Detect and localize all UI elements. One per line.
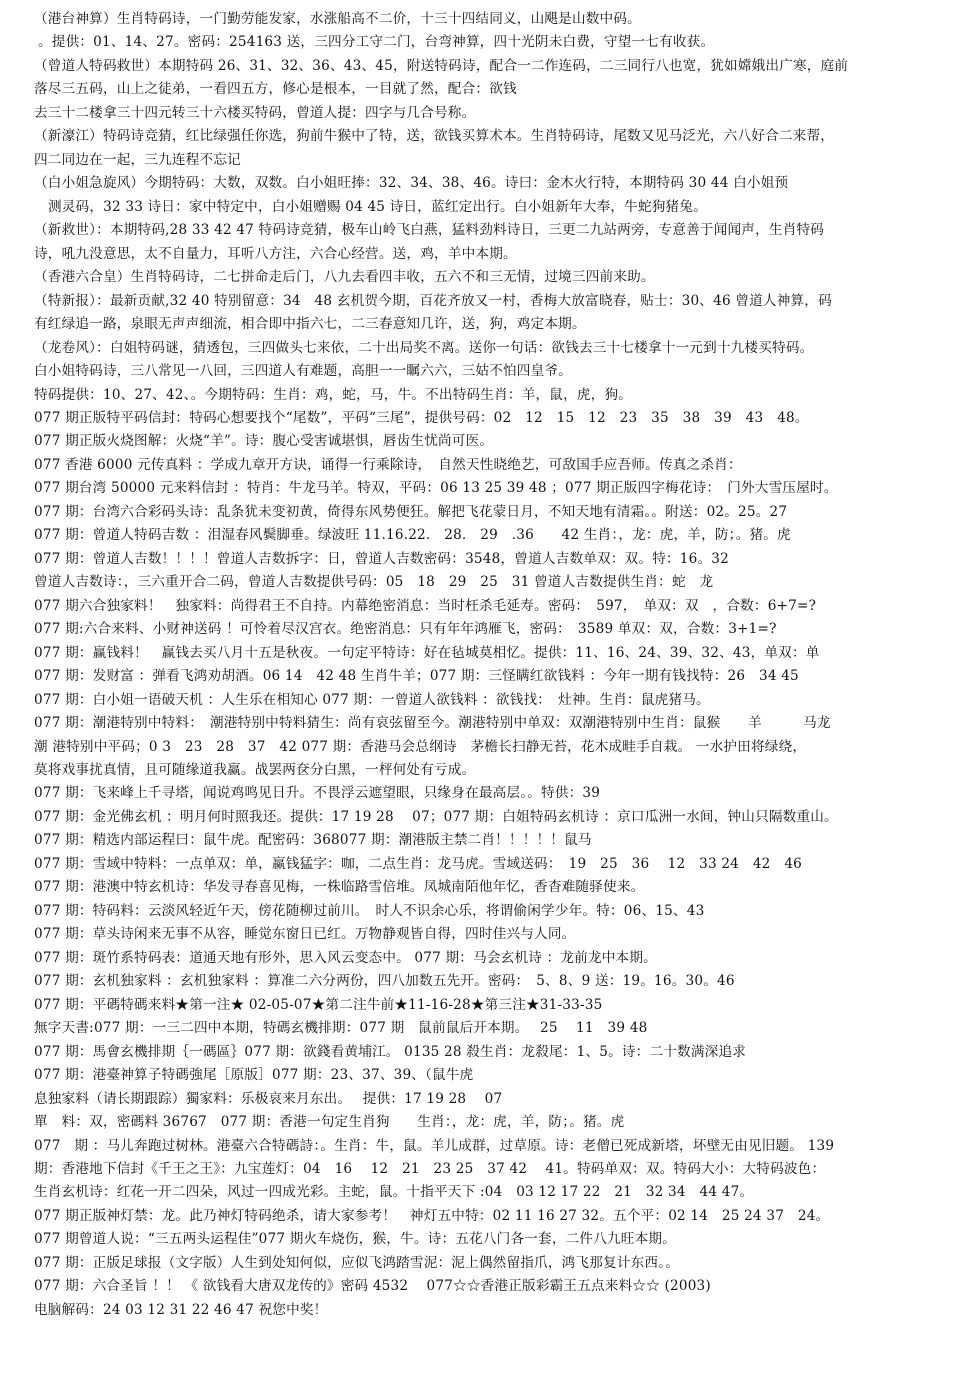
text-line-11: 诗，吼九没意思，太不自量力，耳听八方注，六合心经营。送，鸡，羊中本期。	[34, 245, 517, 262]
text-line-29: 077 期：发财富 ：弹看飞鸿劝胡酒。06 14 42 48 生肖牛羊；077 期：三怪瞒红欲钱料 ：今年一期有钱找特：26 34 45	[34, 668, 799, 685]
text-line-33: 莫将戏事扰真情，且可随缘道我赢。战罢两奁分白黑，一枰何处有亏成。	[34, 762, 476, 778]
text-line-09: 测灵码，32 33 诗日：家中特定中，白小姐赠赐 04 45 诗日，蓝红定出行。白小姐新年大奉，牛蛇狗猪兔。	[48, 198, 707, 215]
text-line-05: 去三十二楼拿三十四元转三十六楼买特码，曾道人提：四字与几合号称。	[34, 104, 476, 121]
text-line-39: 077 期：特码料：云淡风轻近午天，傍花随柳过前川。 时人不识余心乐，将谓偷闲学少年。特：06、15、43	[34, 902, 705, 919]
text-line-34: 077 期：飞来峰上千寻塔，闻说鸡鸣见日升。不畏浮云遮望眼，只缘身在最高层。。特供：39	[34, 785, 601, 802]
text-line-02: 。提供：01、14、27。密码：254163 送，三四分工守二门，台弯神算，四十光阴未白费，守望一七有收获。	[38, 34, 715, 51]
text-line-08: （白小姐急旋风）今期特码：大数，双数。白小姐旺捧：32、34、38、46。诗曰：金木火行特，本期特码 30 44 白小姐预	[34, 175, 789, 192]
text-line-56: 电脑解码：24 03 12 31 22 46 47 祝您中奖！	[34, 1301, 328, 1318]
text-line-14: 有红绿追一路，泉眼无声声细流，相合即中指六七，二三春意知几许，送，狗，鸡定本期。	[34, 316, 586, 333]
text-line-57	[34, 1322, 955, 1345]
text-line-36: 077 期：精选内部运程曰：鼠牛虎。配密码：368077 期：潮港版主禁二肖！！！！！鼠马	[34, 832, 592, 849]
text-line-25: 曾道人吉数诗：，三六重开合二码，曾道人吉数提供号码：05 18 29 25 31 曾道人吉数提供生肖：蛇 龙	[34, 574, 714, 591]
text-line-15: （龙卷风）：白姐特码谜，猜透包，三四做头七来依，二十出局奖不离。送你一句话：欲钱去三十七楼拿十一元到十九楼买特码。	[34, 339, 814, 356]
text-line-41: 077 期：斑竹系特码表：道通天地有形外，思入风云变态中。 077 期：马会玄机诗 ：龙前龙中本期。	[34, 949, 657, 966]
text-line-18: 077 期正版特平码信封：特码心想要找个“尾数”，平码“三尾”，提供号码：02 12 15 12 23 35 38 39 43 48。	[34, 409, 809, 426]
text-line-45: 077 期：馬會玄機排期｛一碼區｝077 期：欲錢看黄埔江。 0135 28 殺生肖：龙殺尾：1、5。诗：二十数满深追求	[34, 1043, 747, 1060]
text-line-49: 077 期 ：马儿奔跑过树林。港臺六合特碼詩：。生肖：牛，鼠。羊儿成群，过草原。诗：老僧已死成新塔，坏壁无由见旧题。 139	[34, 1137, 835, 1154]
text-line-04: 落尽三五码，山上之徒弟，一看四五方，修心是根本，一目就了然，配合：欲钱	[34, 81, 517, 98]
text-line-27: 077 期:六合来料、小财神送码 ！可怜着尽汉宫衣。绝密消息：只有年年鸿雁飞，密码： 3589 单双：双，合数：3+1=?	[34, 621, 777, 638]
text-line-46: 077 期：港臺神算子特碼強尾［原版］077 期：23、37、39、（鼠牛虎	[34, 1067, 474, 1084]
text-line-55: 077 期：六合圣旨 ！！ 《 欲钱看大唐双龙传的》密码 4532 077☆☆香港正版彩霸王五点来料☆☆ (2003)	[34, 1278, 711, 1295]
text-line-53: 077 期曾道人说：“三五两头运程佳”077 期火车烧伤，猴，牛。诗：五花八门各一套，二件八九旺本期。	[34, 1231, 676, 1248]
text-line-31: 077 期：潮港特别中特料： 潮港特别中特料猜生：尚有哀弦留至今。潮港特别中单双：双潮港特别中生肖：鼠猴 羊 马龙	[34, 715, 831, 732]
text-line-01: （港台神算）生肖特码诗，一门勤劳能发家，水涨船高不二价，十三十四结同义，山飓是山数中码。	[34, 11, 641, 27]
text-line-10: （新救世）：本期特码,28 33 42 47 特码诗竞猜，极车山岭飞白燕，猛料劲料诗日，三更二九站两旁，专意善于闻闻声，生肖特码	[34, 222, 825, 239]
text-line-07: 四二同边在一起，三九连程不忘记	[34, 151, 241, 168]
text-line-58	[34, 1346, 955, 1369]
text-line-47: 息独家料（请长期跟踪）獨家料：乐极哀来月东出。 提供：17 19 28 07	[34, 1090, 503, 1107]
text-line-06: （新濠江）特码诗竞猜，红比绿强任你选，狗前牛猴中了特，送，欲钱买算术本。生肖特码诗，尾数又见马泛光，六八好合二来帮，	[34, 128, 835, 145]
text-line-17: 特码提供：10、27、42、。今期特码：生肖：鸡，蛇，马，牛。不出特码生肖：羊，鼠，虎，狗。	[34, 386, 633, 403]
text-line-19: 077 期正版火烧图解：火烧“羊”。诗：腹心受害诚堪惧，唇齿生忧尚可医。	[34, 433, 494, 450]
text-line-16: 白小姐特码诗，三八常见一八回，三四道人有难题，高胆一一瞩六六，三姑不怕四皇爷。	[34, 363, 572, 380]
text-line-23: 077 期：曾道人特码吉数 ：泪湿春风鬓脚垂。绿波旺 11.16.22. 28. 29 .36 42 生肖：，龙：虎，羊，防；。猪。虎	[34, 527, 791, 544]
text-line-59	[34, 1369, 955, 1392]
text-line-28: 077 期：赢钱料！ 赢钱去买八月十五是秋夜。一句定平特诗：好在毡城莫相忆。提供：11、16、24、39、32、43，单双：单	[34, 644, 820, 661]
text-line-48: 單 料：双，密碼料 36767 077 期：香港一句定生肖狗 生肖：，龙：虎，羊，防；。猪。虎	[34, 1114, 625, 1131]
text-line-37: 077 期：雪域中特料：一点单双：单，赢钱猛字：咖，二点生肖：龙马虎。雪域送码： 19 25 36 12 33 24 42 46	[34, 855, 803, 872]
text-line-26: 077 期六合独家料！ 独家料：尚得君王不自持。内幕绝密消息：当时枉杀毛延寿。密码： 597， 单双：双 ，合数：6+7=?	[34, 597, 817, 614]
text-line-24: 077 期：曾道人吉数！！！！曾道人吉数拆字：日，曾道人吉数密码：3548，曾道人吉数单双：双。特：16。32	[34, 550, 729, 567]
text-line-52: 077 期正版神灯禁：龙。此乃神灯特码绝杀，请大家参考！ 神灯五中特：02 11 16 27 32。五个平：02 14 25 24 37 24。	[34, 1207, 830, 1224]
text-line-13: （特新报）：最新贡献,32 40 特别留意：34 48 玄机贺今期，百花齐放又一村，香梅大放富晓春，贴士：30、46 曾道人神算，码	[34, 292, 832, 309]
text-line-43: 077 期：平碼特碼来料★第一注★ 02-05-07★第二注牛前★11-16-28★第三注★31-33-35	[34, 996, 603, 1013]
text-line-50: 期：香港地下信封《千王之王》：九宝莲灯：04 16 12 21 23 25 37 42 41。特码单双：双。特码大小：大特码波色：	[34, 1160, 826, 1177]
text-line-42: 077 期：玄机独家料 ：玄机独家料 ：算准二六分两份，四八加数五先开。密码： 5、8、9 送：19。16。30。46	[34, 973, 735, 990]
text-line-54: 077 期：正版足球报（文字版）人生到处知何似，应似飞鸿踏雪泥：泥上偶然留指爪，鸿飞那复计东西。。	[34, 1254, 679, 1271]
text-line-12: （香港六合皇）生肖特码诗，二七拼命走后门，八九去看四丰收，五六不和三无情，过境三四前来助。	[34, 269, 655, 286]
text-line-21: 077 期台湾 50000 元来料信封 ：特肖：牛龙马羊。特双，平码：06 13 25 39 48 ；077 期正版四字梅花诗： 门外大雪压屋时。	[34, 480, 838, 497]
text-line-20: 077 香港 6000 元传真料 ：学成九章开方诀，诵得一行乘除诗， 自然天性晓绝艺，可敌国手应吾师。传真之杀肖：	[34, 456, 742, 473]
text-line-32: 潮 港特别中平码；0 3 23 28 37 42 077 期：香港马会总纲诗 茅檐长扫静无苔，花木成畦手自栽。 一水护田将绿绕，	[34, 738, 807, 755]
text-line-51: 生肖玄机诗：红花一开二四朵，风过一四成光彩。主蛇，鼠。十指平天下 :04 03 12 17 22 21 32 34 44 47。	[34, 1184, 754, 1201]
text-line-44: 無字天書:077 期：一三二四中本期，特碼玄機排期：077 期 鼠前鼠后开本期。 25 11 39 48	[34, 1020, 648, 1037]
text-line-30: 077 期：白小姐一语破天机 ：人生乐在相知心 077 期：一曾道人欲钱料 ：欲钱找： 灶神。生肖：鼠虎猪马。	[34, 691, 710, 708]
text-line-22: 077 期：台湾六合彩码头诗：乱条犹未变初黄，倚得东风势便狂。解把飞花蒙日月，不知天地有清霜。。附送：02。25。27	[34, 503, 788, 520]
text-line-35: 077 期：金光佛玄机 ：明月何时照我还。提供：17 19 28 07；077 期：白姐特码玄机诗 ：京口瓜洲一水间，钟山只隔数重山。	[34, 808, 838, 825]
text-line-38: 077 期：港澳中特玄机诗：华发寻春喜见梅，一株临路雪倍堆。凤城南陌他年忆，香杳难随驿使来。	[34, 879, 645, 896]
text-line-03: （曾道人特码救世）本期特码 26、31、32、36、43、45，附送特码诗，配合一二作连码，二三同行八也宽，犹如嫦娥出广寒，庭前	[34, 57, 849, 74]
text-line-40: 077 期：草头诗闲来无事不从容，睡觉东窗日已红。万物静观皆自得，四时佳兴与人同。	[34, 926, 576, 943]
